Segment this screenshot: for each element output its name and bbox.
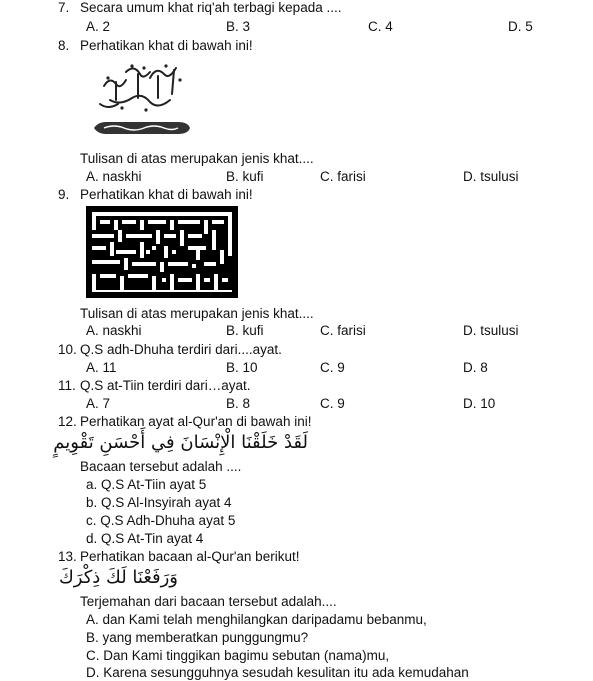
q10-option-d: D. 8 [463,360,488,375]
q10-number: 10. [58,342,77,357]
q10-option-b: B. 10 [226,360,258,375]
q11-option-d: D. 10 [463,396,496,411]
q12-number: 12. [58,414,77,429]
q13-caption: Terjemahan dari bacaan tersebut adalah.... [80,594,337,609]
q13-question: Perhatikan bacaan al-Qur'an berikut! [80,549,300,564]
diwani-calligraphy-image [86,60,196,148]
q7-option-a: A. 2 [86,19,111,34]
q8-caption: Tulisan di atas merupakan jenis khat.... [80,151,314,166]
q11-question: Q.S at-Tiin terdiri dari…ayat. [80,378,251,393]
q9-number: 9. [58,187,70,202]
q7-question: Secara umum khat riq'ah terbagi kepada .... [80,0,342,15]
q12-question: Perhatikan ayat al-Qur'an di bawah ini! [80,414,312,429]
q8-option-d: D. tsulusi [463,169,519,184]
q11-option-a: A. 7 [86,396,111,411]
q13-option-d: D. Karena sesungguhnya sesudah kesulitan itu ada kemudahan [86,665,469,680]
q13-arabic-verse: وَرَفَعْنَا لَكَ ذِكْرَكَ [58,567,178,588]
q12-option-d: d. Q.S At-Tin ayat 4 [86,531,204,546]
q13-option-b: B. yang memberatkan punggungmu? [86,630,309,645]
q12-caption: Bacaan tersebut adalah .... [80,459,242,474]
q9-option-b: B. kufi [226,323,264,338]
q12-option-a: a. Q.S At-Tiin ayat 5 [86,477,207,492]
q10-option-c: C. 9 [320,360,345,375]
q11-option-b: B. 8 [226,396,251,411]
q7-number: 7. [58,0,70,15]
q8-option-b: B. kufi [226,169,264,184]
q12-option-c: c. Q.S Adh-Dhuha ayat 5 [86,513,236,528]
q9-option-c: C. farisi [320,323,366,338]
q10-option-a: A. 11 [86,360,117,375]
q8-question: Perhatikan khat di bawah ini! [80,38,253,53]
q8-option-a: A. naskhi [86,169,142,184]
square-kufic-calligraphy-image [86,206,238,298]
q11-option-c: C. 9 [320,396,345,411]
q8-number: 8. [58,38,70,53]
q10-question: Q.S adh-Dhuha terdiri dari....ayat. [80,342,282,357]
q12-arabic-verse: لَقَدْ خَلَقْنَا الْإِنْسَانَ فِي أَحْسَنِ تَقْوِيمٍ [53,432,308,453]
q9-option-a: A. naskhi [86,323,142,338]
q7-option-b: B. 3 [226,19,251,34]
q13-option-c: C. Dan Kami tinggikan bagimu sebutan (nama)mu, [86,648,390,663]
q9-option-d: D. tsulusi [463,323,519,338]
q9-question: Perhatikan khat di bawah ini! [80,187,253,202]
q8-option-c: C. farisi [320,169,366,184]
q13-option-a: A. dan Kami telah menghilangkan daripadamu bebanmu, [86,612,427,627]
q11-number: 11. [58,378,76,393]
q7-option-c: C. 4 [368,19,393,34]
q7-option-d: D. 5 [508,19,533,34]
q13-number: 13. [58,549,77,564]
q12-option-b: b. Q.S Al-Insyirah ayat 4 [86,495,232,510]
q9-caption: Tulisan di atas merupakan jenis khat.... [80,306,314,321]
